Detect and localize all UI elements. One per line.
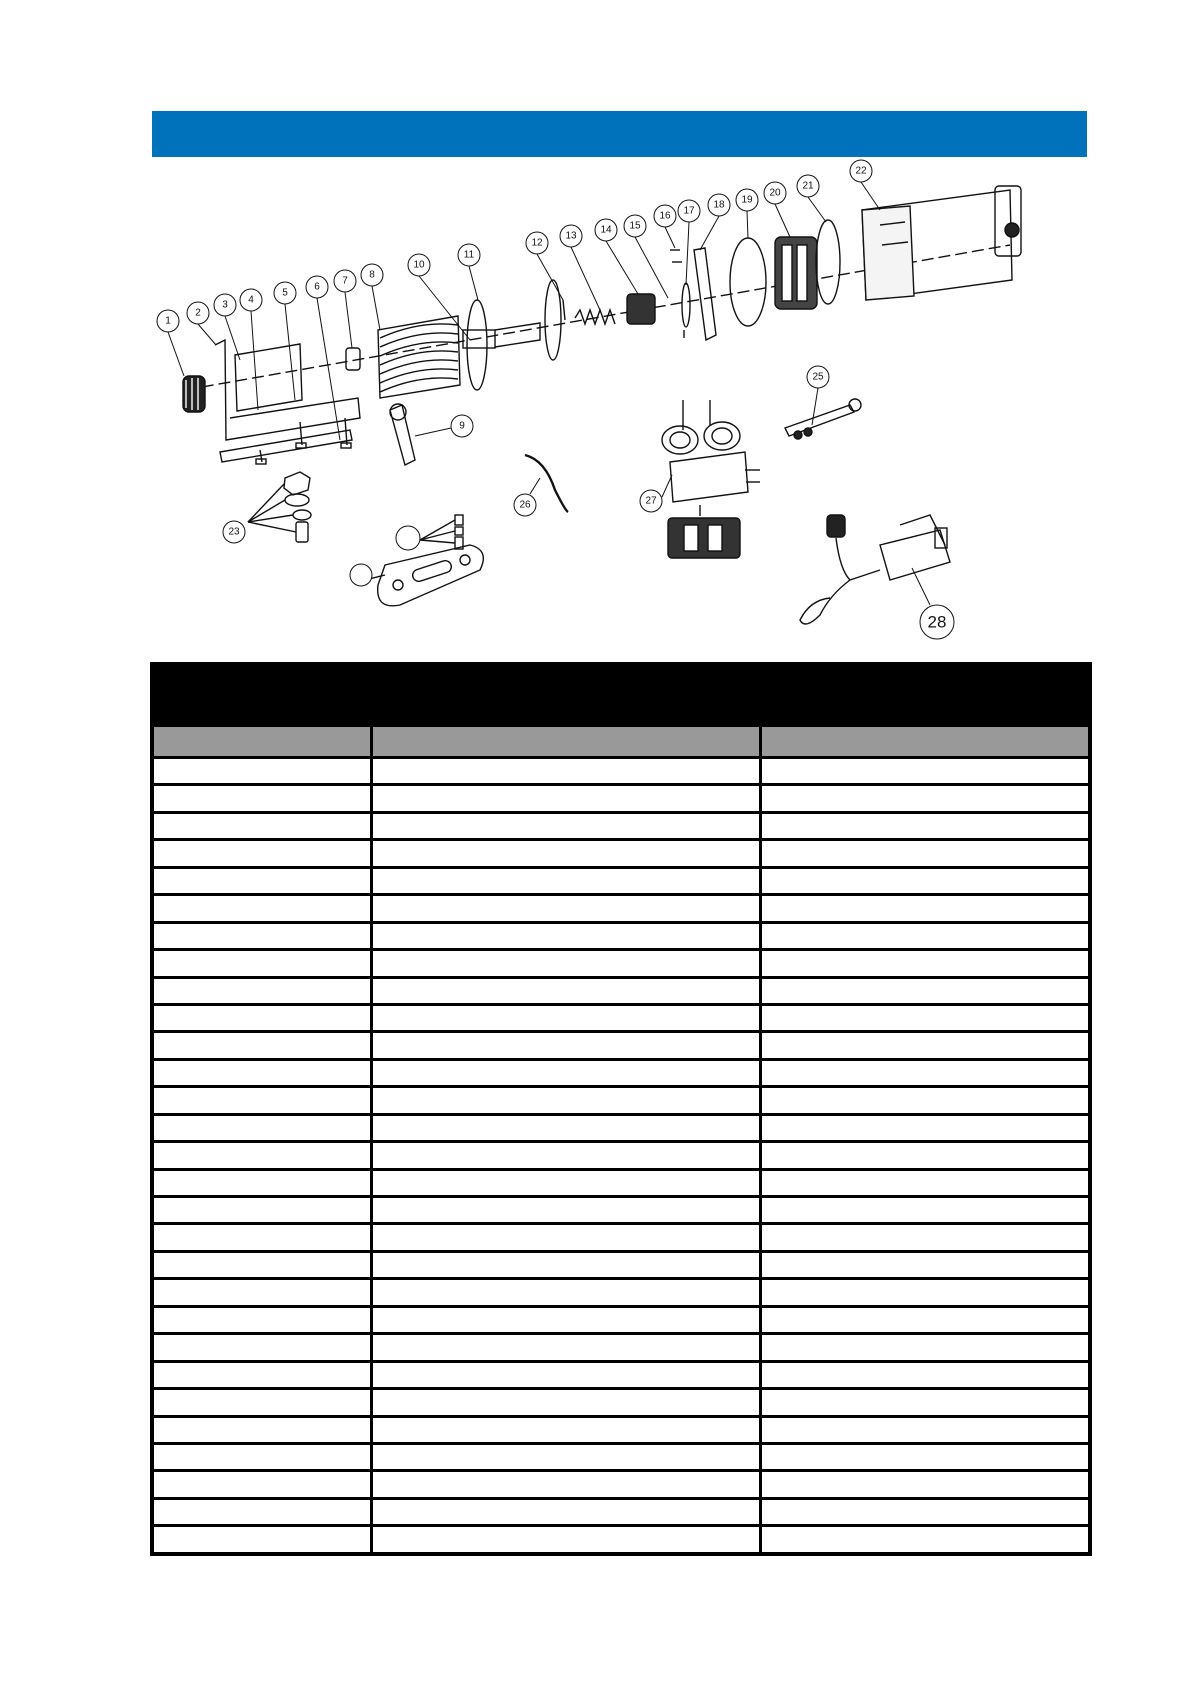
table-cell <box>759 1171 1092 1198</box>
table-cell <box>150 1116 370 1143</box>
table-cell <box>370 1390 759 1417</box>
table-cell <box>370 924 759 951</box>
callout-labels <box>157 160 954 639</box>
table-cell <box>370 1363 759 1390</box>
parts-list-table <box>150 662 1092 1556</box>
table-row <box>150 1445 1092 1472</box>
part-planetary-gear <box>775 237 817 309</box>
table-cell <box>759 814 1092 841</box>
table-row <box>150 786 1092 813</box>
table-cell <box>759 1472 1092 1499</box>
table-row <box>150 1006 1092 1033</box>
table-cell <box>370 1335 759 1362</box>
table-row <box>150 979 1092 1006</box>
svg-text:6: 6 <box>314 281 320 293</box>
callout-9 <box>415 415 473 437</box>
table-cell <box>759 1006 1092 1033</box>
table-cell <box>370 1253 759 1280</box>
table-cell <box>370 1033 759 1060</box>
table-cell <box>370 1061 759 1088</box>
callout-16 <box>654 205 676 248</box>
table-cell <box>759 1418 1092 1445</box>
part-base-rail <box>220 430 352 462</box>
table-cell <box>150 1033 370 1060</box>
table-cell <box>370 896 759 923</box>
table-cell <box>759 1280 1092 1307</box>
table-row <box>150 1527 1092 1556</box>
table-cell <box>759 841 1092 868</box>
svg-text:7: 7 <box>342 275 348 287</box>
table-row <box>150 759 1092 786</box>
part-gear <box>627 294 655 324</box>
table-row <box>150 1280 1092 1307</box>
table-row <box>150 1171 1092 1198</box>
part-solenoid <box>662 400 760 502</box>
header-cell-3 <box>759 727 1092 759</box>
svg-text:15: 15 <box>629 220 641 232</box>
svg-text:25: 25 <box>812 371 824 383</box>
table-cell <box>150 1088 370 1115</box>
table-cell <box>150 1280 370 1307</box>
table-cell <box>759 1445 1092 1472</box>
part-switch-box <box>668 505 740 558</box>
table-cell <box>759 924 1092 951</box>
table-cell <box>150 1500 370 1527</box>
part-fairlead-plate <box>365 545 483 606</box>
callout-18 <box>700 194 730 250</box>
table-cell <box>150 951 370 978</box>
svg-text:8: 8 <box>369 269 375 281</box>
table-cell <box>150 1418 370 1445</box>
table-row <box>150 1198 1092 1225</box>
table-cell <box>759 979 1092 1006</box>
callout-blank-a <box>396 526 420 550</box>
part-pin <box>563 300 565 320</box>
table-cell <box>150 1390 370 1417</box>
part-battery-lead <box>785 399 861 439</box>
svg-text:3: 3 <box>222 299 228 311</box>
table-cell <box>759 1225 1092 1252</box>
table-cell <box>150 1061 370 1088</box>
svg-text:20: 20 <box>769 187 781 199</box>
table-cell <box>759 951 1092 978</box>
table-cell <box>150 1363 370 1390</box>
table-cell <box>759 1116 1092 1143</box>
table-cell <box>150 924 370 951</box>
table-cell <box>150 896 370 923</box>
table-cell <box>150 759 370 786</box>
table-row <box>150 1335 1092 1362</box>
table-row <box>150 1308 1092 1335</box>
table-cell <box>759 1500 1092 1527</box>
table-row <box>150 924 1092 951</box>
svg-text:1: 1 <box>165 315 171 327</box>
callout-21 <box>797 175 826 222</box>
table-cell <box>370 841 759 868</box>
table-row <box>150 1500 1092 1527</box>
svg-text:28: 28 <box>927 612 947 632</box>
callout-6 <box>306 276 340 440</box>
svg-text:9: 9 <box>459 420 465 432</box>
table-cell <box>150 1171 370 1198</box>
part-motor <box>862 186 1021 300</box>
callout-28 <box>912 568 954 639</box>
table-cell <box>759 869 1092 896</box>
svg-text:16: 16 <box>659 210 671 222</box>
table-cell <box>759 1363 1092 1390</box>
part-spring <box>575 310 615 324</box>
table-row <box>150 1061 1092 1088</box>
callout-7 <box>334 270 356 348</box>
callout-27 <box>640 475 672 512</box>
table-cell <box>759 1253 1092 1280</box>
table-cell <box>759 1308 1092 1335</box>
table-title-row <box>150 662 1092 727</box>
table-row <box>150 1143 1092 1170</box>
callout-8 <box>361 264 383 330</box>
table-cell <box>759 1390 1092 1417</box>
part-hardware-set <box>248 472 311 542</box>
callout-2 <box>187 302 216 345</box>
table-cell <box>150 814 370 841</box>
table-cell <box>150 1527 370 1556</box>
part-drum-flange <box>467 300 487 390</box>
table-cell <box>150 1006 370 1033</box>
callout-13 <box>560 225 600 310</box>
table-cell <box>370 759 759 786</box>
svg-text:27: 27 <box>645 495 657 507</box>
part-knob <box>183 376 205 412</box>
table-row <box>150 1472 1092 1499</box>
callout-5 <box>274 282 296 400</box>
part-bracket <box>235 344 302 411</box>
table-row <box>150 1390 1092 1417</box>
part-washer <box>682 283 690 327</box>
part-ring-gear-housing <box>730 238 766 326</box>
table-row <box>150 896 1092 923</box>
callout-blank-b <box>350 564 372 586</box>
table-cell <box>150 1335 370 1362</box>
header-cell-1 <box>150 727 370 759</box>
svg-text:19: 19 <box>741 194 753 206</box>
table-cell <box>370 1088 759 1115</box>
table-row <box>150 1253 1092 1280</box>
svg-text:12: 12 <box>531 237 543 249</box>
svg-text:10: 10 <box>413 259 425 271</box>
table-cell <box>370 1308 759 1335</box>
callout-1 <box>157 310 184 376</box>
callout-10 <box>408 254 470 340</box>
table-header-row <box>150 727 1092 759</box>
table-cell <box>759 1061 1092 1088</box>
table-cell <box>370 1527 759 1556</box>
table-cell <box>150 869 370 896</box>
table-cell <box>150 1308 370 1335</box>
table-cell <box>759 759 1092 786</box>
table-row <box>150 814 1092 841</box>
table-row <box>150 1418 1092 1445</box>
table-cell <box>370 1006 759 1033</box>
table-cell <box>150 1225 370 1252</box>
svg-text:26: 26 <box>519 499 531 511</box>
svg-text:4: 4 <box>248 294 254 306</box>
header-cell-2 <box>370 727 759 759</box>
callout-26 <box>514 478 540 516</box>
part-gasket <box>816 220 840 304</box>
table-row <box>150 1116 1092 1143</box>
callout-23 <box>223 521 245 543</box>
callout-11 <box>458 244 480 300</box>
table-title-cell <box>150 662 1092 727</box>
callout-20 <box>764 182 790 237</box>
table-cell <box>759 786 1092 813</box>
callout-12 <box>526 232 563 300</box>
table-cell <box>759 1088 1092 1115</box>
table-cell <box>370 1418 759 1445</box>
callout-22 <box>850 160 880 210</box>
svg-text:23: 23 <box>228 526 240 538</box>
svg-text:5: 5 <box>282 287 288 299</box>
table-cell <box>759 1335 1092 1362</box>
table-body <box>150 759 1092 1556</box>
table-cell <box>759 896 1092 923</box>
table-row <box>150 841 1092 868</box>
svg-text:18: 18 <box>713 199 725 211</box>
table-cell <box>370 786 759 813</box>
table-row <box>150 869 1092 896</box>
table-row <box>150 1088 1092 1115</box>
part-gear-plate <box>694 248 716 340</box>
part-fairlead-bolts <box>420 515 463 549</box>
table-cell <box>370 1171 759 1198</box>
svg-text:17: 17 <box>683 205 695 217</box>
table-row <box>150 1363 1092 1390</box>
callout-19 <box>736 189 758 238</box>
table-cell <box>759 1198 1092 1225</box>
table-cell <box>370 951 759 978</box>
table-cell <box>150 1253 370 1280</box>
callout-4 <box>240 289 262 410</box>
table-cell <box>150 1472 370 1499</box>
table-cell <box>370 1198 759 1225</box>
svg-text:22: 22 <box>855 165 867 177</box>
table-cell <box>370 1445 759 1472</box>
svg-text:2: 2 <box>195 307 201 319</box>
table-cell <box>150 1198 370 1225</box>
table-cell <box>150 841 370 868</box>
table-cell <box>370 814 759 841</box>
table-cell <box>370 1280 759 1307</box>
svg-text:11: 11 <box>463 249 475 261</box>
table-cell <box>370 979 759 1006</box>
table-row <box>150 1033 1092 1060</box>
table-cell <box>759 1143 1092 1170</box>
table-cell <box>759 1527 1092 1556</box>
part-drum <box>378 316 460 398</box>
table-row <box>150 1225 1092 1252</box>
table-cell <box>370 1143 759 1170</box>
table-cell <box>370 1116 759 1143</box>
svg-text:14: 14 <box>600 224 612 236</box>
svg-text:13: 13 <box>565 230 577 242</box>
part-shaft <box>495 323 540 347</box>
table-cell <box>370 1225 759 1252</box>
table-cell <box>370 1500 759 1527</box>
table-cell <box>759 1033 1092 1060</box>
part-bolts <box>256 418 351 464</box>
table-cell <box>150 786 370 813</box>
table-row <box>150 951 1092 978</box>
table-cell <box>370 869 759 896</box>
table-cell <box>150 1445 370 1472</box>
svg-text:21: 21 <box>802 180 814 192</box>
table-cell <box>150 979 370 1006</box>
table-cell <box>370 1472 759 1499</box>
table-cell <box>150 1143 370 1170</box>
part-clutch-lever <box>390 405 415 465</box>
callout-15 <box>624 215 668 298</box>
callout-3 <box>214 294 240 360</box>
